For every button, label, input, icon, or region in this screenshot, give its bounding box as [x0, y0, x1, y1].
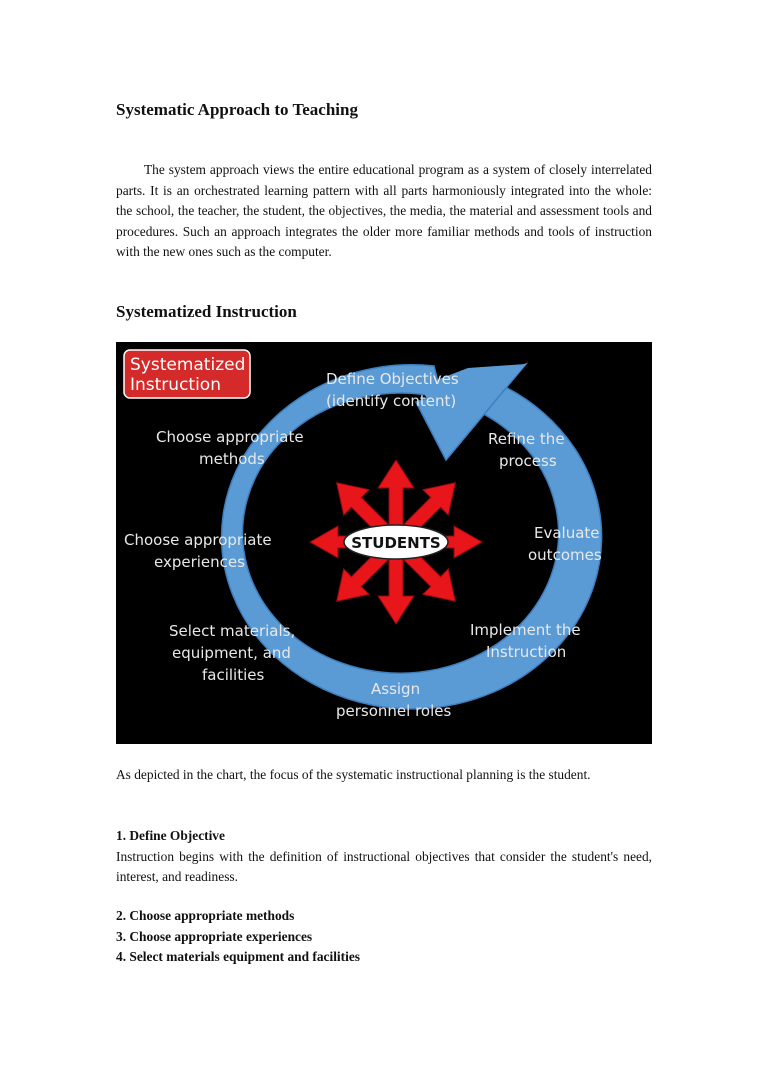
systematized-instruction-diagram [116, 342, 652, 744]
remaining-steps [116, 906, 652, 968]
label-select-3: facilities [202, 666, 265, 684]
label-select-1: Select materials, [169, 622, 296, 640]
label-implement-1: Implement the [470, 621, 581, 639]
step-1-heading: 1. Define Objective [116, 828, 225, 843]
center-label: STUDENTS [351, 534, 441, 552]
label-methods-2: methods [199, 450, 265, 468]
label-experiences-2: experiences [154, 553, 245, 571]
focus-paragraph: As depicted in the chart, the focus of the systematic instructional planning is the student. [116, 767, 591, 782]
badge-line2: Instruction [130, 375, 221, 395]
label-select-2: equipment, and [172, 644, 291, 662]
label-refine-1: Refine the [488, 430, 565, 448]
section-title: Systematized Instruction [116, 302, 297, 321]
diagram-svg [116, 342, 652, 744]
step-1-block [116, 826, 652, 888]
label-experiences-1: Choose appropriate [124, 531, 272, 549]
label-implement-2: Instruction [486, 643, 567, 661]
step-1-description: Instruction begins with the definition of instructional objectives that consider the student's need, interest, and readiness. [116, 848, 652, 884]
label-refine-2: process [499, 452, 557, 470]
label-define-1: Define Objectives [326, 370, 459, 388]
label-assign-1: Assign [371, 680, 421, 698]
label-evaluate-1: Evaluate [534, 524, 600, 542]
intro-paragraph: The system approach views the entire educational program as a system of closely interrelated parts. It is an orchestrated learning pattern with all parts harmoniously integrated into the whole: the school, the teacher, the student, the objectives, the media, the material and assessment tools and procedures. Such an approach integrates the older more familiar methods and tools of instruction with the new ones such as the computer. [116, 162, 652, 259]
step-4-heading: 4. Select materials equipment and facilities [116, 949, 360, 964]
label-methods-1: Choose appropriate [156, 428, 304, 446]
label-assign-2: personnel roles [336, 702, 452, 720]
step-3-heading: 3. Choose appropriate experiences [116, 928, 313, 944]
label-define-2: (identify content) [326, 392, 457, 410]
label-evaluate-2: outcomes [528, 546, 602, 564]
document-title: Systematic Approach to Teaching [116, 100, 358, 119]
step-2-heading: 2. Choose appropriate methods [116, 908, 295, 923]
badge-line1: Systematized [130, 355, 246, 375]
